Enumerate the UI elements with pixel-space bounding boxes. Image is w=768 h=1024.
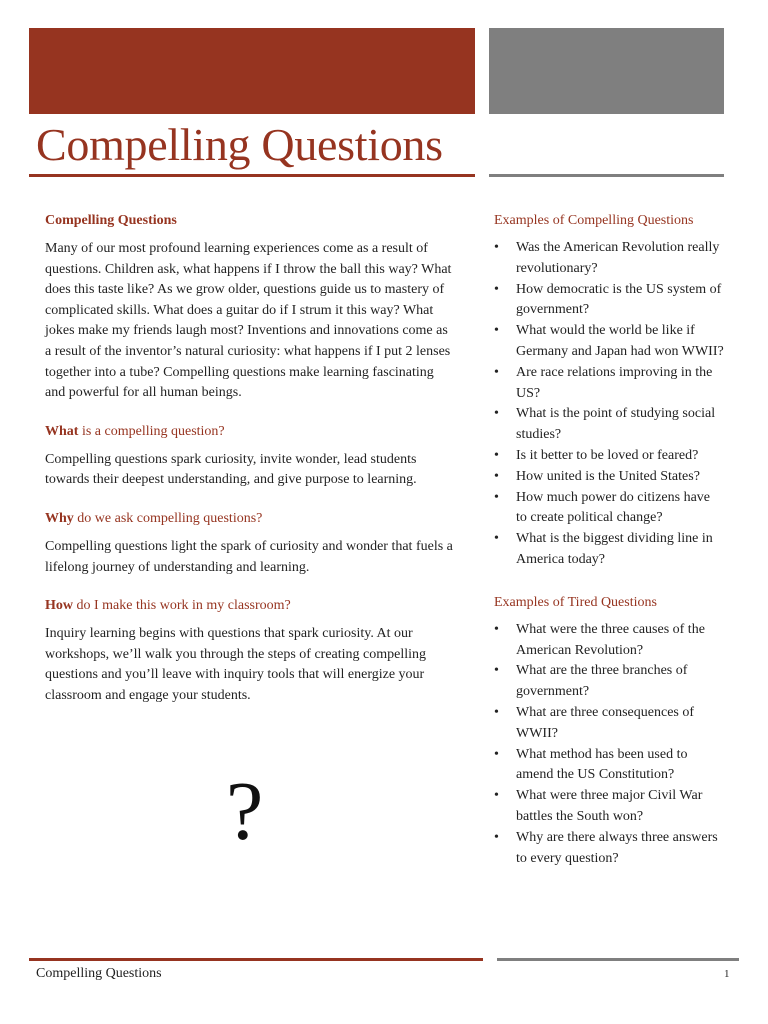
bullet-icon: • [494,406,499,422]
heading-text-how: do I make this work in my classroom? [73,598,291,614]
page-title: Compelling Questions [36,119,443,170]
list-item: • What were the three causes of the American Revolution? [494,621,705,658]
bullet-icon: • [494,240,499,255]
header-accent-band [29,28,475,114]
section-heading-what [45,422,455,442]
bullet-icon: • [494,281,499,297]
left-column [45,211,455,707]
bullet-icon: • [494,788,499,804]
list-item: • What method has been used to amend the US Constitution? [494,746,688,783]
list-item: • Was the American Revolution really revolutionary? [494,240,720,276]
list-item: • What were three major Civil War battles the South won? [494,788,703,824]
section-body-why: Compelling questions light the spark of curiosity and wonder that fuels a lifelong journey of understanding and learning. [45,538,453,575]
list-item: • What are three consequences of WWII? [494,704,695,741]
bullet-icon: • [494,468,499,484]
list-item: • Is it better to be loved or feared? [494,446,724,467]
bullet-icon: • [494,663,499,679]
title-rule-accent [29,174,475,177]
heading-keyword-how: How [45,598,73,614]
right-column [494,211,724,869]
bullet-icon: • [494,531,499,547]
examples-heading: Examples of Compelling Questions [494,213,694,228]
list-item: • Why are there always three answers to every question? [494,829,718,866]
bullet-icon: • [494,364,499,380]
header-gray-band [489,28,724,114]
examples-list [494,238,724,571]
heading-text-what: is a compelling question? [78,423,225,439]
list-item: • How democratic is the US system of government? [494,281,722,318]
tired-heading: Examples of Tired Questions [494,594,657,610]
heading-text-why: do we ask compelling questions? [73,510,263,526]
tired-list [494,620,724,870]
heading-keyword-what: What [45,423,79,439]
section-heading-how [45,596,455,616]
bullet-icon: • [494,489,499,505]
bullet-icon: • [494,746,499,762]
list-item: • What would the world be like if Germany and Japan had won WWII? [494,323,724,359]
question-mark-graphic: ? [226,765,264,858]
bullet-icon: • [494,447,499,463]
title-rule-gray [489,174,724,177]
bullet-icon: • [494,704,499,720]
bullet-icon: • [494,829,499,845]
section-heading-compelling: Compelling Questions [45,213,177,228]
section-body-how: Inquiry learning begins with questions that spark curiosity. At our workshops, we’ll walk you through the steps of creating compelling questions and you’ll leave with inquiry tools that will energize your classroom and engage your students. [45,626,427,703]
list-item: • What is the point of studying social studies? [494,406,716,443]
list-item: • What is the biggest dividing line in America today? [494,531,713,567]
bullet-icon: • [494,323,499,339]
footer-title: Compelling Questions [36,966,162,981]
list-item: • What are the three branches of government? [494,663,688,700]
section-heading-why [45,509,455,529]
section-body-what: Compelling questions spark curiosity, invite wonder, lead students towards their deepest understanding, and give purpose to learning. [45,451,417,488]
list-item: • Are race relations improving in the US? [494,364,713,401]
list-item: • How much power do citizens have to create political change? [494,489,710,526]
list-item: • How united is the United States? [494,467,724,488]
page-number: 1 [724,968,730,980]
footer-rule-accent [29,958,483,961]
section-body-compelling: Many of our most profound learning experiences come as a result of questions. Children ask, what happens if I throw the ball this way? What does this taste like? As we grow older, questions guide us to mastery of complicated skills. What does a guitar do if I strum it this way? What jokes make my friends laugh most? Inventions and innovations come as a result of the inventor’s natural curiosity: what happens if I put 2 lenses together into a tube? Compelling questions make learning fascinating and powerful for all human beings. [45,241,452,401]
bullet-icon: • [494,621,499,637]
footer-rule-gray [497,958,739,961]
heading-keyword-why: Why [45,510,74,526]
